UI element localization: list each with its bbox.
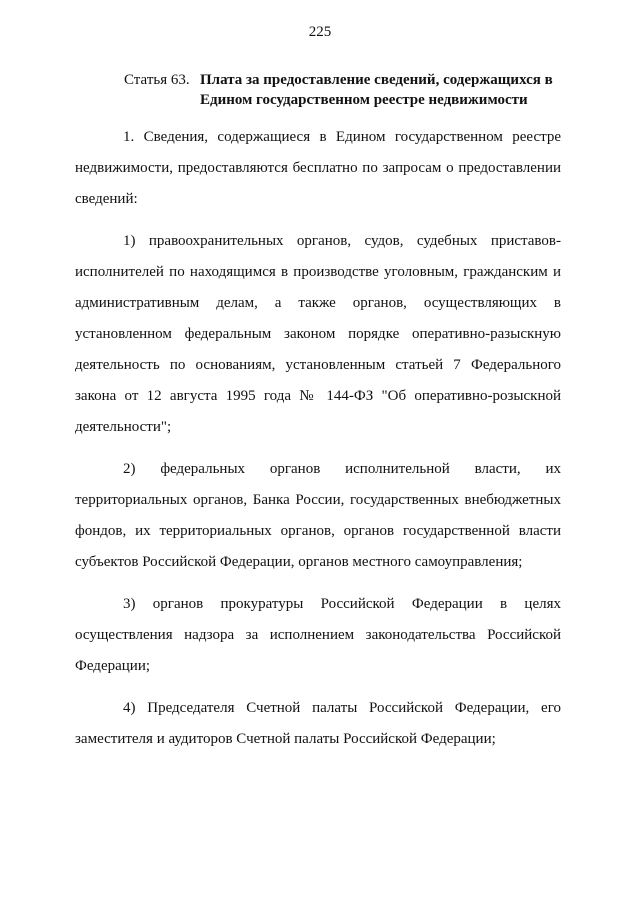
paragraph-item-1: 1) правоохранительных органов, судов, судебных приставов-исполнителей по находящимся в производстве уголовным, гражданским и административным делам, а также органов, осуществляющих в установленном федеральным законом порядке оперативно-разыскную деятельность по основаниям, установленным статьей 7 Федерального закона от 12 августа 1995 года № 144-ФЗ "Об оперативно-розыскной деятельности";	[75, 233, 561, 435]
article-title: Плата за предоставление сведений, содержащихся в Едином государственном реестре недвижимости	[200, 72, 553, 108]
article-number: Статья 63.	[124, 72, 190, 88]
paragraph-item-2: 2) федеральных органов исполнительной власти, их территориальных органов, Банка России, государственных внебюджетных фондов, их территориальных органов, органов государственной власти субъектов Российской Федерации, органов местного самоуправления;	[75, 461, 561, 570]
article-body	[75, 122, 561, 755]
article-heading	[124, 70, 594, 110]
page-number: 225	[308, 24, 332, 40]
paragraph-item-3: 3) органов прокуратуры Российской Федерации в целях осуществления надзора за исполнением законодательства Российской Федерации;	[75, 596, 561, 674]
paragraph-1: 1. Сведения, содержащиеся в Едином государственном реестре недвижимости, предоставляются бесплатно по запросам о предоставлении сведений:	[75, 129, 561, 207]
paragraph-item-4: 4) Председателя Счетной палаты Российской Федерации, его заместителя и аудиторов Счетной палаты Российской Федерации;	[75, 700, 561, 747]
